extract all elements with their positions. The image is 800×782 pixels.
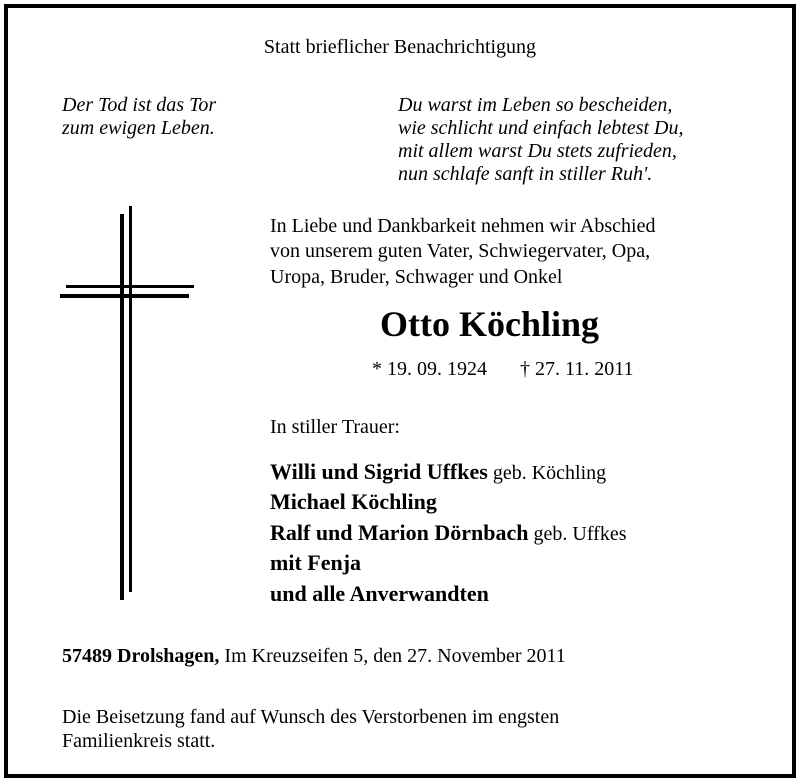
funeral-note-line-1: Die Beisetzung fand auf Wunsch des Verstorbenen im engsten [62,706,560,728]
mourner-5: und alle Anverwandten [270,581,489,606]
mourner-3: Ralf und Marion Dörnbach geb. Uffkes [270,520,627,545]
mourner-1: Willi und Sigrid Uffkes geb. Köchling [270,459,607,484]
intro-line-3: Uropa, Bruder, Schwager und Onkel [270,266,563,288]
quote-right-line-4: nun schlafe sanft in stiller Ruh'. [398,163,653,185]
deceased-name: Otto Köchling [380,304,600,344]
mourner-2: Michael Köchling [270,489,437,514]
mourner-4: mit Fenja [270,550,362,575]
quote-left-line-2: zum ewigen Leben. [62,117,215,139]
quote-right-line-2: wie schlicht und einfach lebtest Du, [398,117,684,139]
intro-line-1: In Liebe und Dankbarkeit nehmen wir Abschied [270,215,656,237]
death-date: † 27. 11. 2011 [520,358,634,380]
intro-line-2: von unserem guten Vater, Schwiegervater, Opa, [270,240,651,262]
birth-date: * 19. 09. 1924 [372,358,487,380]
quote-left-line-1: Der Tod ist das Tor [62,94,217,116]
mourning-label: In stiller Trauer: [270,416,400,438]
quote-right-line-3: mit allem warst Du stets zufrieden, [398,140,677,162]
address-line: 57489 Drolshagen, Im Kreuzseifen 5, den 27. November 2011 [62,645,566,667]
quote-right-line-1: Du warst im Leben so bescheiden, [398,94,673,116]
notice-header: Statt brieflicher Benachrichtigung [263,36,537,58]
funeral-note-line-2: Familienkreis statt. [62,730,216,752]
